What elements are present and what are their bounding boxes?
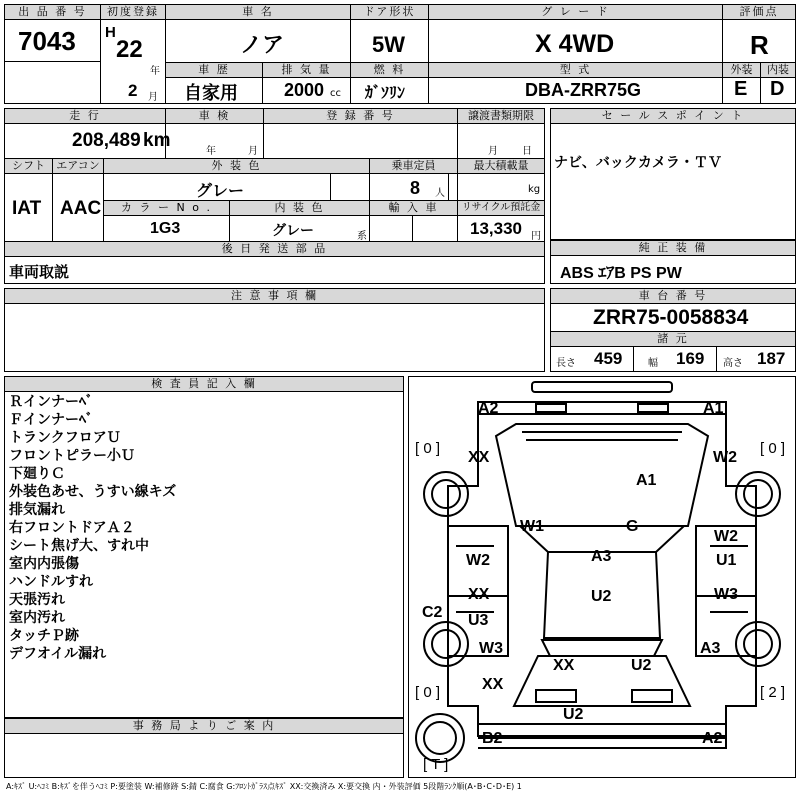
genuine-equipment: ABS ｴｱB PS PW [560, 265, 682, 282]
int-color-suffix: 系 [357, 231, 367, 242]
inspector-note: ハンドルすれ [9, 574, 93, 590]
mark-roof-front: A3 [591, 548, 612, 565]
car-name-label: 車 名 [166, 5, 350, 20]
mark-left-rear-door-a: XX [468, 586, 490, 603]
mark-tire-fr: [ 0 ] [760, 440, 786, 457]
inspector-note: フロントピラー小Ｕ [9, 448, 135, 464]
load-unit: kg [528, 184, 541, 195]
chassis-number: ZRR75-0058834 [593, 306, 749, 329]
inspection-year-unit: 年 [206, 146, 216, 157]
mark-rear-mid-xx: XX [553, 657, 575, 674]
inspector-note: タッチＰ跡 [9, 628, 79, 644]
transfer-month-unit: 月 [488, 146, 498, 157]
inspection-label: 車 検 [166, 109, 263, 124]
reg-number-label: 登 録 番 号 [264, 109, 457, 124]
inspector-note: 室内汚れ [9, 610, 65, 626]
mark-windshield: W1 [520, 518, 544, 535]
inspector-note: 天張汚れ [9, 592, 65, 608]
first-reg-month: 2 [128, 81, 138, 100]
recycle-fee: 13,330 [470, 219, 522, 238]
mark-rear-u2: U2 [631, 657, 652, 674]
aircon: AAC [60, 198, 102, 219]
length: 459 [594, 349, 623, 368]
int-color-label: 内 装 色 [230, 201, 369, 216]
door-type: 5W [372, 32, 405, 57]
capacity-label: 乗車定員 [370, 159, 457, 174]
mark-spare-tire: [ T ] [423, 756, 449, 773]
displacement-unit: cc [330, 88, 341, 99]
int-color: グレー [272, 223, 314, 239]
import-label: 輸 入 車 [370, 201, 457, 216]
shift: IAT [12, 198, 42, 219]
displacement-label: 排 気 量 [263, 63, 350, 78]
displacement: 2000 [284, 80, 325, 100]
fuel: ｶﾞｿﾘﾝ [365, 83, 406, 102]
history: 自家用 [184, 83, 238, 104]
grade-label: グ レ ー ド [429, 5, 722, 20]
max-load-label: 最大積載量 [458, 159, 544, 174]
inspector-note: 室内内張傷 [9, 556, 79, 572]
inspector-label: 検 査 員 記 入 欄 [5, 377, 403, 392]
mark-hood: A1 [636, 472, 657, 489]
mark-left-pillar: C2 [422, 604, 443, 621]
interior-label: 内装 [761, 63, 795, 78]
mark-glass: G [626, 518, 639, 535]
mark-right-quarter: A3 [700, 640, 721, 657]
mark-rear-right-bumper: A2 [702, 730, 723, 747]
width: 169 [676, 349, 705, 368]
height: 187 [757, 349, 786, 368]
mark-tire-fl: [ 0 ] [415, 440, 441, 457]
first-reg-label: 初度登録 [101, 5, 165, 20]
score-label: 評価点 [723, 5, 795, 20]
color-no-label: カ ラ ー N o . [104, 201, 229, 216]
mark-roof-rear: U2 [591, 588, 612, 605]
model-code-label: 型 式 [429, 63, 722, 78]
car-name: ノア [240, 33, 285, 58]
mark-front-left-bumper: A2 [478, 400, 499, 417]
inspector-note: Ｒインナーﾍﾞ [9, 394, 93, 410]
ext-color-label: 外 装 色 [104, 159, 369, 174]
first-reg-year: 22 [116, 36, 143, 63]
history-label: 車 歴 [166, 63, 262, 78]
mark-left-front-door: W2 [466, 552, 490, 569]
door-label: ドア形状 [351, 5, 428, 20]
transfer-deadline-label: 譲渡書類期限 [458, 109, 544, 124]
inspector-note: デフオイル漏れ [9, 646, 107, 662]
mark-rear-bumper-u2: U2 [563, 706, 584, 723]
mark-fender-left: XX [468, 449, 490, 466]
sales-point-panel [550, 108, 796, 240]
inspector-note: 右フロントドアＡ２ [9, 520, 135, 536]
sales-point-label: セ ー ル ス ポ イ ン ト [551, 109, 795, 124]
era: H [105, 24, 116, 41]
inspector-note: 排気漏れ [9, 502, 65, 518]
car-diagram [408, 376, 796, 778]
sales-point: ナビ、バックカメラ・ＴＶ [554, 155, 722, 171]
height-label: 高さ [723, 358, 743, 369]
specs-label: 諸 元 [551, 332, 795, 347]
mark-tire-rl: [ 0 ] [415, 684, 441, 701]
mark-left-rear-door-b: U3 [468, 612, 489, 629]
grade: X 4WD [535, 30, 615, 58]
mark-left-quarter: W3 [479, 640, 503, 657]
inspector-notes [9, 393, 176, 663]
mark-right-front-door-a: W2 [714, 528, 738, 545]
length-label: 長さ [556, 358, 576, 369]
lot-number: 7043 [18, 26, 76, 56]
mark-rear-left-bumper: B2 [482, 730, 503, 747]
fuel-label: 燃 料 [351, 63, 428, 78]
width-label: 幅 [648, 358, 658, 369]
later-parts: 車両取説 [9, 263, 70, 281]
exterior-score: E [734, 78, 748, 100]
color-no: 1G3 [150, 220, 181, 237]
lot-no-label: 出 品 番 号 [5, 5, 100, 20]
caution-label: 注 意 事 項 欄 [5, 289, 544, 304]
mileage-unit: km [143, 130, 171, 151]
interior-score: D [770, 78, 785, 100]
model-code: DBA-ZRR75G [525, 80, 642, 100]
month-unit: 月 [148, 92, 158, 103]
genuine-equipment-label: 純 正 装 備 [551, 241, 795, 256]
mark-tire-rr: [ 2 ] [760, 684, 786, 701]
score: R [750, 30, 769, 60]
aircon-label: エアコン [53, 159, 103, 174]
damage-legend: A:ｷｽﾞ U:ﾍｺﾐ B:ｷｽﾞを伴うﾍｺﾐ P:要塗装 W:補修跡 S:錆 C:腐食 G:ﾌﾛﾝﾄｶﾞﾗｽ点ｷｽﾞ XX:交換済み X:要交換 内・外装評価 5段階ﾗﾝｸ順(A･B･C･D･E) 1 [6, 782, 522, 791]
chassis-no-label: 車 台 番 号 [551, 289, 795, 304]
ext-color: グレー [196, 181, 245, 200]
inspector-note: 外装色あせ、うすい線キズ [9, 484, 177, 500]
mileage-label: 走 行 [5, 109, 165, 124]
exterior-label: 外装 [723, 63, 760, 78]
capacity: 8 [410, 178, 421, 198]
mark-fender-right: W2 [713, 449, 737, 466]
inspector-note: Ｆインナーﾍﾞ [9, 412, 93, 428]
office-notice-label: 事 務 局 よ り ご 案 内 [5, 719, 403, 734]
recycle-label: リサイクル預託金 [458, 201, 544, 216]
capacity-unit: 人 [435, 188, 445, 199]
year-unit: 年 [150, 66, 160, 77]
inspection-month-unit: 月 [248, 146, 258, 157]
mark-rear-left-xx: XX [482, 676, 504, 693]
mark-front-right-bumper: A1 [703, 400, 724, 417]
recycle-unit: 円 [531, 231, 541, 242]
transfer-day-unit: 日 [522, 146, 532, 157]
inspector-note: 下廻りＣ [9, 466, 65, 482]
mileage: 208,489 [72, 130, 141, 151]
inspector-note: シート焦げ大、すれ中 [9, 538, 149, 554]
mark-right-rear-door: W3 [714, 586, 738, 603]
shift-label: シフト [5, 159, 52, 174]
inspector-note: トランクフロアＵ [9, 430, 121, 446]
mark-right-front-door-b: U1 [716, 552, 737, 569]
later-parts-label: 後 日 発 送 部 品 [5, 242, 544, 257]
